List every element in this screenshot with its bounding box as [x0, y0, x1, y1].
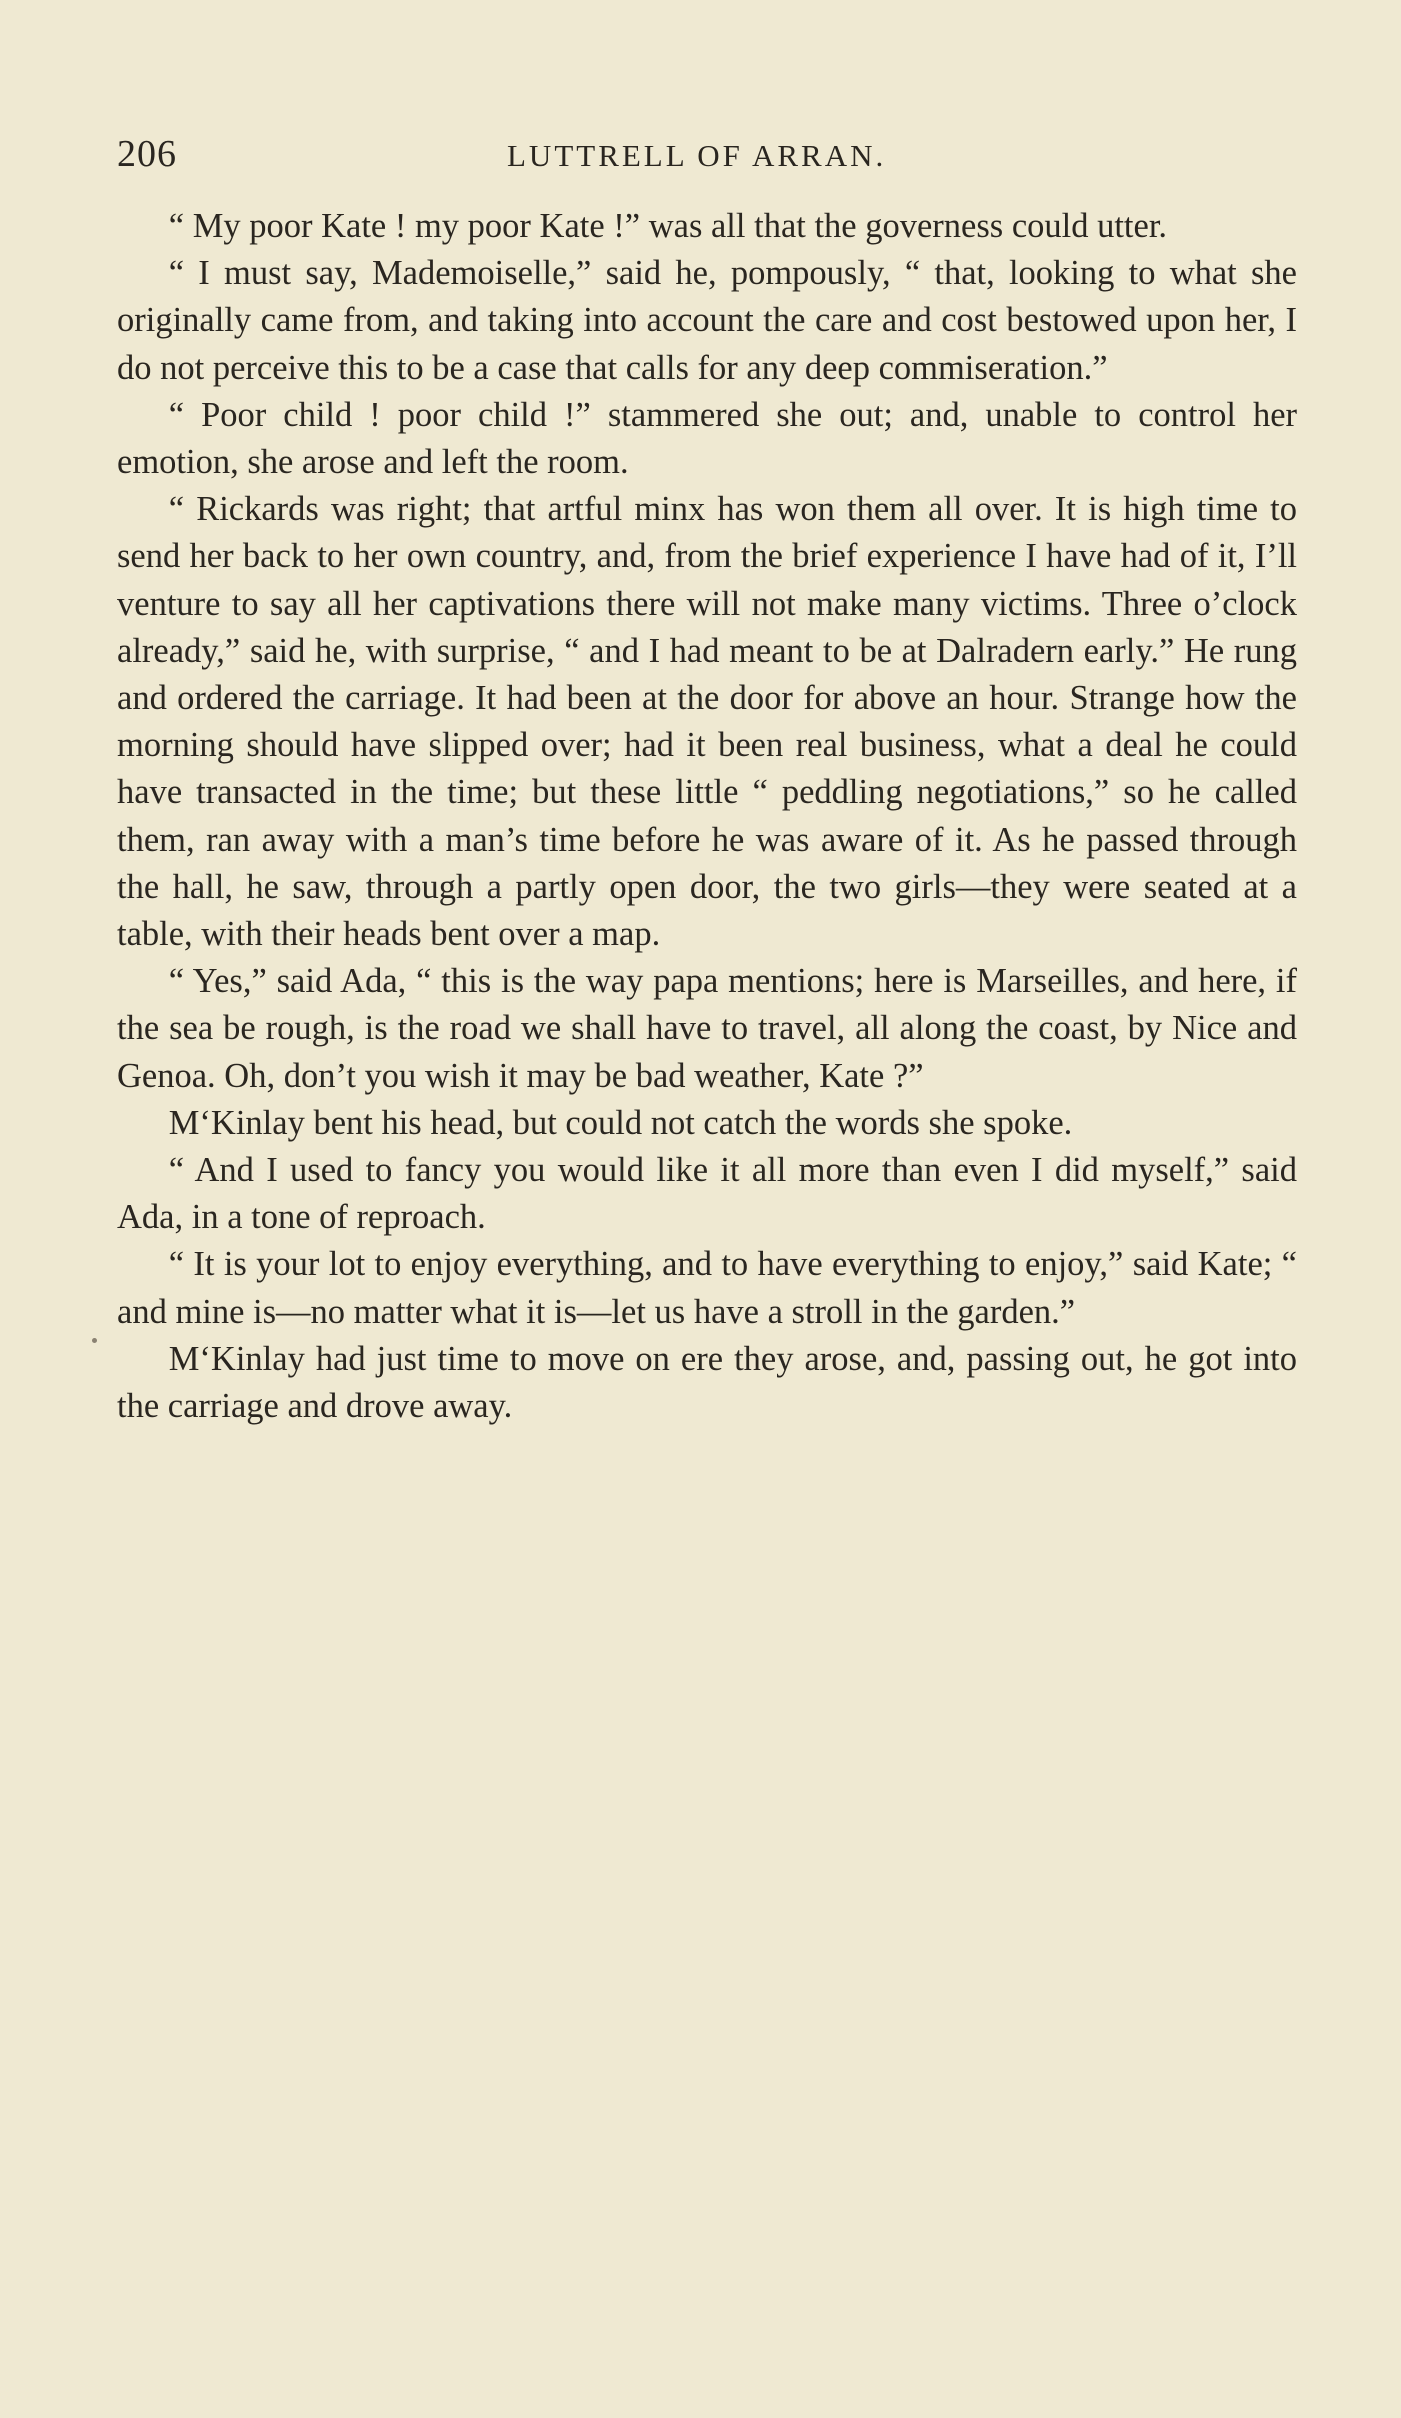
- paragraph: “ Yes,” said Ada, “ this is the way papa mentions; here is Marseilles, and here, if the sea be rough, is the road we shall have to travel, all along the coast, by Nice and Genoa. Oh, don’t you wish it may be bad weather, Kate ?”: [117, 962, 1297, 1095]
- paragraph: “ And I used to fancy you would like it all more than even I did myself,” said Ada, in a tone of reproach.: [117, 1151, 1297, 1237]
- ink-speck: [92, 1338, 97, 1343]
- paragraph: M‘Kinlay bent his head, but could not catch the words she spoke.: [168, 1103, 1073, 1142]
- page-number: 206: [117, 133, 177, 175]
- page-header: [117, 132, 1297, 182]
- running-title: LUTTRELL OF ARRAN.: [507, 138, 887, 173]
- paragraph: M‘Kinlay had just time to move on ere they arose, and, passing out, he got into the carriage and drove away.: [117, 1339, 1297, 1426]
- paragraph: “ It is your lot to enjoy everything, and to have everything to enjoy,” said Kate; “ and mine is—no matter what it is—let us have a stroll in the garden.”: [117, 1245, 1297, 1331]
- paragraph: “ I must say, Mademoiselle,” said he, pompously, “ that, looking to what she originally came from, and taking into account the care and cost bestowed upon her, I do not perceive this to be a case that calls for any deep commiseration.”: [117, 254, 1297, 387]
- paragraph: “ Rickards was right; that artful minx has won them all over. It is high time to send her back to her own country, and, from the brief experience I have had of it, I’ll venture to say all her captivations there will not make many victims. Three o’clock already,” said he, with surprise, “ and I had meant to be at Dalradern early.” He rung and ordered the carriage. It had been at the door for above an hour. Strange how the morning should have slipped over; had it been real business, what a deal he could have transacted in the time; but these little “ peddling negotiations,” so he called them, ran away with a man’s time before he was aware of it. As he passed through the hall, he saw, through a partly open door, the two girls—they were seated at a table, with their heads bent over a map.: [117, 490, 1297, 954]
- paragraph: “ My poor Kate ! my poor Kate !” was all that the governess could utter.: [168, 207, 1168, 245]
- body-text: [117, 203, 1297, 1430]
- paragraph: “ Poor child ! poor child !” stammered she out; and, unable to control her emotion, she arose and left the room.: [117, 395, 1297, 482]
